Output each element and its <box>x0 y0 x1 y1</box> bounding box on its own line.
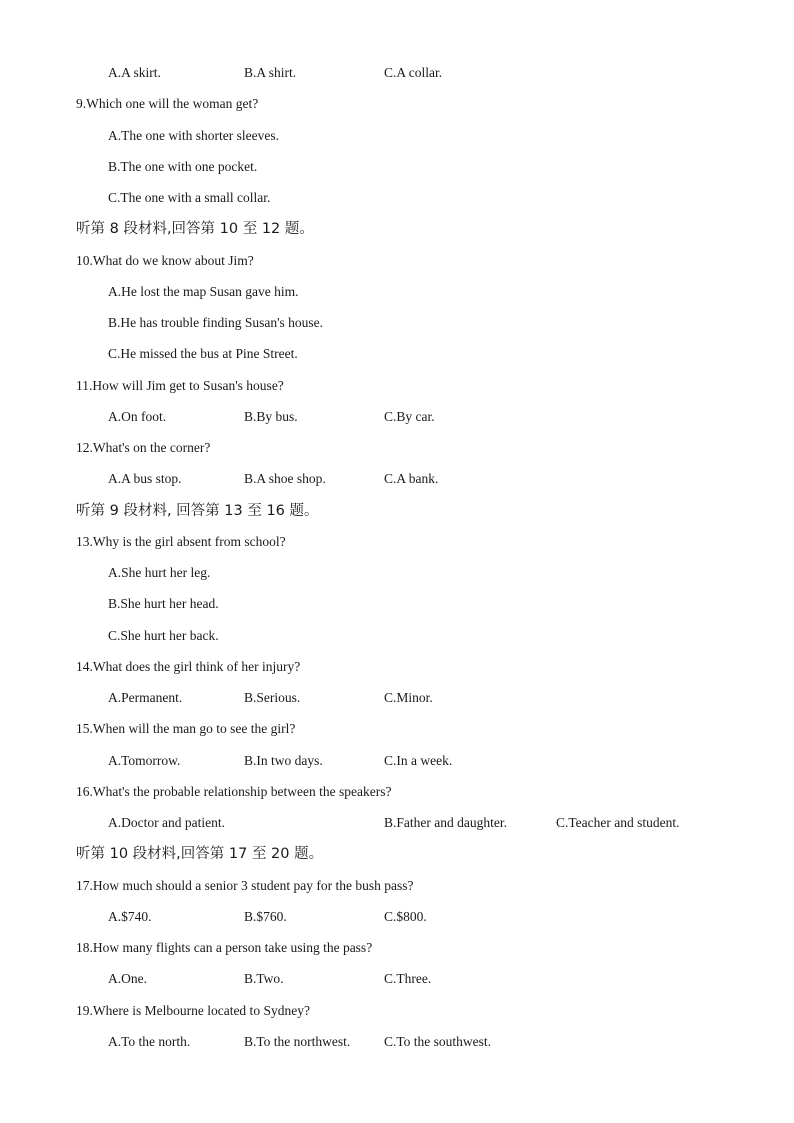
answer-option: A.Permanent. <box>108 690 183 705</box>
answer-option: A.One. <box>108 971 147 986</box>
question-text: 10.What do we know about Jim? <box>76 253 254 268</box>
answer-option: B.Two. <box>244 971 284 986</box>
answer-option: B.The one with one pocket. <box>108 159 258 174</box>
question-text: 14.What does the girl think of her injury? <box>76 659 301 674</box>
answer-option: A.She hurt her leg. <box>108 565 211 580</box>
answer-option: B.Father and daughter. <box>384 815 507 830</box>
question-text: 18.How many flights can a person take using the pass? <box>76 940 373 955</box>
answer-option: A.Tomorrow. <box>108 753 181 768</box>
answer-option: C.The one with a small collar. <box>108 190 271 205</box>
question-text: 9.Which one will the woman get? <box>76 96 259 111</box>
answer-option: C.A collar. <box>384 65 443 80</box>
section-heading: 听第 10 段材料,回答第 17 至 20 题。 <box>76 846 324 862</box>
answer-option: A.The one with shorter sleeves. <box>108 128 279 143</box>
answer-option: A.Doctor and patient. <box>108 815 225 830</box>
question-text: 17.How much should a senior 3 student pay for the bush pass? <box>76 878 414 893</box>
answer-option: A.A bus stop. <box>108 471 182 486</box>
question-text: 16.What's the probable relationship between the speakers? <box>76 784 392 799</box>
answer-option: C.Three. <box>384 971 432 986</box>
answer-option: B.A shirt. <box>244 65 297 80</box>
answer-option: B.He has trouble finding Susan's house. <box>108 315 324 330</box>
question-text: 15.When will the man go to see the girl? <box>76 721 296 736</box>
answer-option: C.She hurt her back. <box>108 628 219 643</box>
answer-option: B.A shoe shop. <box>244 471 326 486</box>
answer-option: A.He lost the map Susan gave him. <box>108 284 299 299</box>
answer-option: C.To the southwest. <box>384 1034 492 1049</box>
answer-option: B.She hurt her head. <box>108 596 219 611</box>
section-heading: 听第 8 段材料,回答第 10 至 12 题。 <box>76 221 314 237</box>
question-text: 19.Where is Melbourne located to Sydney? <box>76 1003 310 1018</box>
answer-option: B.To the northwest. <box>244 1034 351 1049</box>
question-text: 13.Why is the girl absent from school? <box>76 534 286 549</box>
answer-option: C.Minor. <box>384 690 433 705</box>
section-heading: 听第 9 段材料, 回答第 13 至 16 题。 <box>76 503 319 519</box>
question-text: 11.How will Jim get to Susan's house? <box>76 378 284 393</box>
answer-option: A.To the north. <box>108 1034 191 1049</box>
answer-option: B.In two days. <box>244 753 323 768</box>
answer-option: A.$740. <box>108 909 152 924</box>
answer-option: A.A skirt. <box>108 65 161 80</box>
question-text: 12.What's on the corner? <box>76 440 211 455</box>
answer-option: C.Teacher and student. <box>556 815 680 830</box>
answer-option: C.A bank. <box>384 471 439 486</box>
answer-option: A.On foot. <box>108 409 167 424</box>
answer-option: C.By car. <box>384 409 435 424</box>
answer-option: B.$760. <box>244 909 287 924</box>
answer-option: B.Serious. <box>244 690 301 705</box>
answer-option: C.$800. <box>384 909 427 924</box>
answer-option: C.In a week. <box>384 753 453 768</box>
answer-option: C.He missed the bus at Pine Street. <box>108 346 298 361</box>
answer-option: B.By bus. <box>244 409 298 424</box>
